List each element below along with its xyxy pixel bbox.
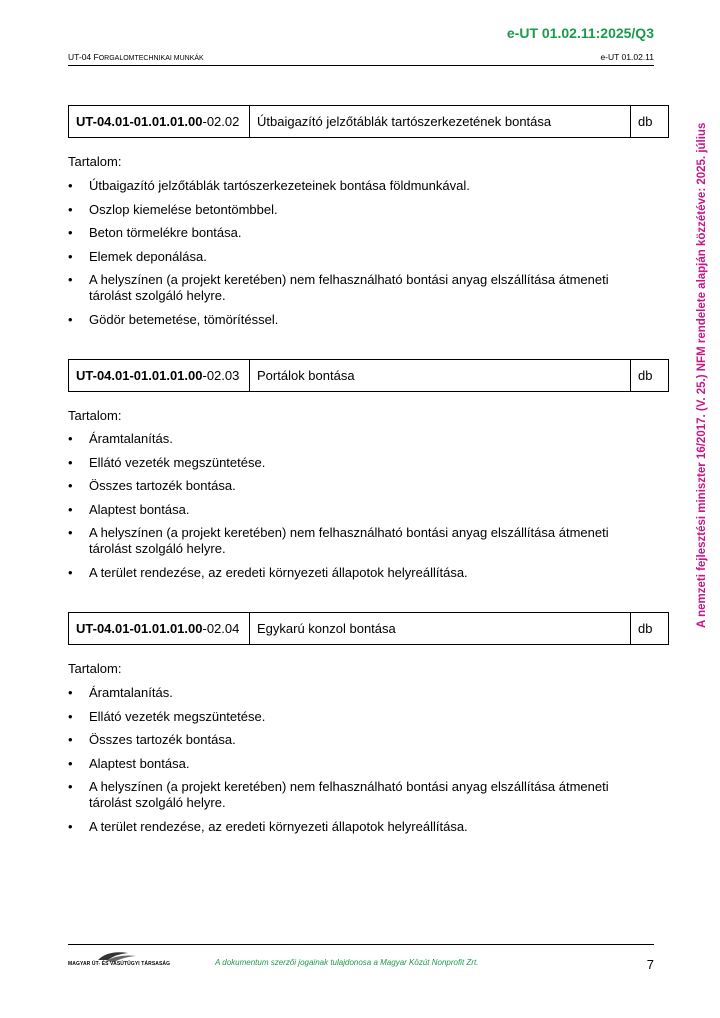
bullet-icon: • bbox=[68, 431, 73, 446]
list-item bbox=[68, 502, 628, 518]
item-header-table bbox=[68, 359, 669, 392]
list-item bbox=[68, 272, 628, 304]
copyright-notice: A dokumentum szerzői jogainak tulajdonosa a Magyar Közút Nonprofit Zrt. bbox=[215, 958, 479, 967]
list-item bbox=[68, 225, 628, 241]
list-item-text: Útbaigazító jelzőtáblák tartószerkezeteinek bontása földmunkával. bbox=[89, 178, 470, 193]
content-label: Tartalom: bbox=[68, 408, 122, 423]
list-item-text: Elemek deponálása. bbox=[89, 248, 207, 264]
item-code-main: UT-04.01-01.01.01.00 bbox=[76, 114, 203, 129]
bullet-icon: • bbox=[68, 201, 73, 217]
list-item-text: Ellátó vezeték megszüntetése. bbox=[89, 454, 266, 470]
bullet-icon: • bbox=[68, 501, 73, 517]
item-title: Útbaigazító jelzőtáblák tartószerkezetének bontása bbox=[250, 106, 631, 137]
running-header bbox=[68, 51, 654, 66]
content-list bbox=[68, 431, 628, 588]
list-item bbox=[68, 779, 628, 811]
bullet-icon: • bbox=[68, 478, 73, 493]
list-item bbox=[68, 565, 628, 581]
list-item bbox=[68, 178, 628, 194]
item-unit: db bbox=[638, 621, 653, 636]
list-item-text: A helyszínen (a projekt keretében) nem felhasználható bontási anyag elszállítása átmeneti tárolást szolgáló helyre. bbox=[89, 272, 609, 303]
document-code: e-UT 01.02.11:2025/Q3 bbox=[506, 25, 654, 41]
item-code bbox=[69, 360, 250, 391]
content-label: Tartalom: bbox=[68, 154, 122, 169]
page-number: 7 bbox=[646, 957, 654, 972]
list-item bbox=[68, 819, 628, 835]
bullet-icon: • bbox=[68, 525, 73, 540]
item-title: Portálok bontása bbox=[250, 360, 631, 391]
list-item-text: Összes tartozék bontása. bbox=[89, 478, 236, 493]
item-code-suffix: -02.02 bbox=[202, 114, 240, 129]
item-code-suffix: -02.04 bbox=[202, 621, 240, 636]
list-item-text: Áramtalanítás. bbox=[89, 431, 173, 446]
item-code-suffix: -02.03 bbox=[202, 368, 240, 383]
item-code bbox=[69, 613, 250, 644]
item-code bbox=[69, 106, 250, 137]
list-item-text: Ellátó vezeték megszüntetése. bbox=[89, 708, 266, 724]
publication-notice: A nemzeti fejlesztési miniszter 16/2017. (V. 25.) NFM rendelete alapján közzétéve: 2025. július bbox=[696, 122, 708, 628]
bullet-icon: • bbox=[68, 685, 73, 700]
list-item-text: Alaptest bontása. bbox=[89, 755, 190, 771]
item-code-main: UT-04.01-01.01.01.00 bbox=[76, 368, 203, 383]
item-unit: db bbox=[638, 368, 653, 383]
society-logo-text: MAGYAR ÚT- ÉS VASÚTÜGYI TÁRSASÁG bbox=[68, 961, 171, 967]
list-item bbox=[68, 202, 628, 218]
bullet-icon: • bbox=[68, 755, 73, 771]
list-item bbox=[68, 732, 628, 748]
list-item bbox=[68, 455, 628, 471]
list-item-text: Összes tartozék bontása. bbox=[89, 732, 236, 747]
list-item-text: Alaptest bontása. bbox=[89, 501, 190, 517]
bullet-icon: • bbox=[68, 311, 73, 327]
item-header-table bbox=[68, 105, 669, 138]
header-title-prefix: UT-04 F bbox=[68, 52, 99, 62]
bullet-icon: • bbox=[68, 564, 73, 580]
bullet-icon: • bbox=[68, 732, 73, 747]
content-list bbox=[68, 178, 628, 335]
list-item-text: A terület rendezése, az eredeti környezeti állapotok helyreállítása. bbox=[89, 818, 468, 834]
bullet-icon: • bbox=[68, 248, 73, 264]
item-title: Egykarú konzol bontása bbox=[250, 613, 631, 644]
list-item-text: A helyszínen (a projekt keretében) nem felhasználható bontási anyag elszállítása átmeneti tárolást szolgáló helyre. bbox=[89, 525, 609, 556]
list-item bbox=[68, 756, 628, 772]
list-item bbox=[68, 685, 628, 701]
footer-divider bbox=[68, 944, 654, 945]
list-item-text: A terület rendezése, az eredeti környezeti állapotok helyreállítása. bbox=[89, 564, 468, 580]
list-item-text: Beton törmelékre bontása. bbox=[89, 225, 242, 240]
item-unit: db bbox=[638, 114, 653, 129]
header-section-title bbox=[68, 52, 204, 62]
bullet-icon: • bbox=[68, 225, 73, 240]
list-item bbox=[68, 249, 628, 265]
bullet-icon: • bbox=[68, 779, 73, 794]
list-item-text: A helyszínen (a projekt keretében) nem felhasználható bontási anyag elszállítása átmeneti tárolást szolgáló helyre. bbox=[89, 779, 609, 810]
list-item bbox=[68, 312, 628, 328]
list-item bbox=[68, 525, 628, 557]
list-item-text: Gödör betemetése, tömörítéssel. bbox=[89, 311, 279, 327]
item-code-main: UT-04.01-01.01.01.00 bbox=[76, 621, 203, 636]
content-label: Tartalom: bbox=[68, 661, 122, 676]
bullet-icon: • bbox=[68, 272, 73, 287]
header-title-rest: ORGALOMTECHNIKAI MUNKÁK bbox=[98, 55, 204, 62]
item-header-table bbox=[68, 612, 669, 645]
bullet-icon: • bbox=[68, 454, 73, 470]
list-item bbox=[68, 478, 628, 494]
list-item bbox=[68, 709, 628, 725]
bullet-icon: • bbox=[68, 178, 73, 193]
list-item bbox=[68, 431, 628, 447]
list-item-text: Oszlop kiemelése betontömbbel. bbox=[89, 201, 278, 217]
bullet-icon: • bbox=[68, 708, 73, 724]
bullet-icon: • bbox=[68, 818, 73, 834]
content-list bbox=[68, 685, 628, 842]
list-item-text: Áramtalanítás. bbox=[89, 685, 173, 700]
header-doc-id: e-UT 01.02.11 bbox=[600, 52, 654, 62]
